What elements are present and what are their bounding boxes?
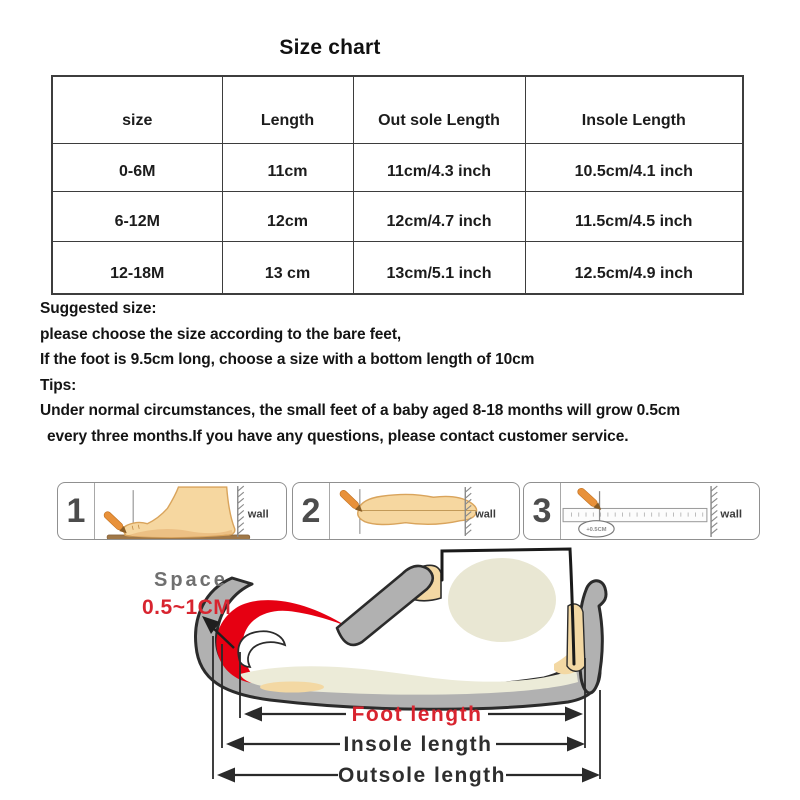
page-title: Size chart <box>279 36 381 59</box>
foot-toes <box>238 631 285 667</box>
step-2-illustration <box>330 483 519 539</box>
pencil-icon <box>339 489 365 515</box>
foot-measure-profile-icon <box>95 483 286 539</box>
note-line: Under normal circumstances, the small feet of a baby aged 8-18 months will grow 0.5cm <box>40 402 681 420</box>
shoe-instep-band <box>337 566 433 645</box>
header-cell-length: Length <box>222 76 353 143</box>
space-value-label: 0.5~1CM <box>142 596 232 619</box>
table-cell: 12cm/4.7 inch <box>353 191 525 241</box>
step-number: 3 <box>524 483 561 539</box>
table-cell: 12-18M <box>52 241 222 294</box>
heel-lining <box>567 604 585 671</box>
outsole-length-arrow <box>217 764 600 787</box>
note-line: every three months.If you have any questions, please contact customer service. <box>47 427 629 445</box>
step-panel-3 <box>523 482 760 540</box>
insole-pad <box>260 682 324 693</box>
insole-length-label: Insole length <box>343 733 493 756</box>
table-cell: 0-6M <box>52 143 222 191</box>
outsole-length-label: Outsole length <box>338 764 506 787</box>
size-table <box>51 75 744 295</box>
foot-sole-outline <box>358 494 477 524</box>
table-cell: 10.5cm/4.1 inch <box>525 143 743 191</box>
header-cell-size: size <box>52 76 222 143</box>
suggested-size-heading: Suggested size: <box>40 300 157 317</box>
table-cell: 11.5cm/4.5 inch <box>525 191 743 241</box>
table-row <box>52 191 743 241</box>
step-panel-1 <box>57 482 287 540</box>
ruler-icon <box>563 508 707 521</box>
ruler-measure-icon <box>561 483 759 539</box>
wall-label: wall <box>475 508 496 521</box>
table-cell: 12cm <box>222 191 353 241</box>
table-row <box>52 143 743 191</box>
pencil-icon <box>103 510 129 536</box>
note-line: please choose the size according to the bare feet, <box>40 325 402 343</box>
callout-label: +0.5CM <box>586 526 607 533</box>
table-row <box>52 241 743 294</box>
space-label: Space <box>154 569 228 591</box>
header-cell-outsole: Out sole Length <box>353 76 525 143</box>
table-header-row <box>52 76 743 143</box>
table-cell: 12.5cm/4.9 inch <box>525 241 743 294</box>
wall-hatch <box>238 486 244 534</box>
foot-measure-sole-icon <box>330 483 519 539</box>
notes-block <box>40 296 770 450</box>
step-3-illustration <box>561 483 759 539</box>
table-cell: 11cm <box>222 143 353 191</box>
wall-hatch <box>711 486 717 534</box>
note-line: If the foot is 9.5cm long, choose a size with a bottom length of 10cm <box>40 351 535 369</box>
insole-length-arrow <box>226 733 585 756</box>
ankle-bone <box>448 558 556 642</box>
foot-length-label: Foot length <box>351 703 483 726</box>
header-cell-insole: Insole Length <box>525 76 743 143</box>
shoe-cross-section-diagram <box>140 540 660 800</box>
table-cell: 13 cm <box>222 241 353 294</box>
step-panel-2 <box>292 482 520 540</box>
table-cell: 13cm/5.1 inch <box>353 241 525 294</box>
step-number: 1 <box>58 483 95 539</box>
step-number: 2 <box>293 483 330 539</box>
wall-label: wall <box>247 508 269 521</box>
table-cell: 6-12M <box>52 191 222 241</box>
table-cell: 11cm/4.3 inch <box>353 143 525 191</box>
wall-label: wall <box>720 508 743 521</box>
tips-heading: Tips: <box>40 376 77 394</box>
step-1-illustration <box>95 483 286 539</box>
